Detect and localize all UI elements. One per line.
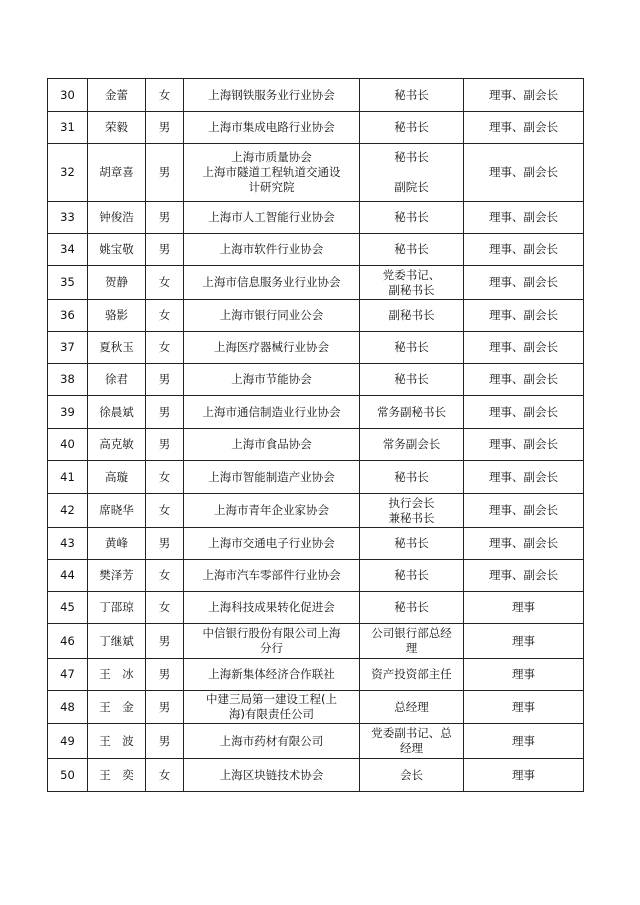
cell-position: 党委书记、 副秘书长 <box>360 266 464 300</box>
cell-gender: 女 <box>146 494 184 528</box>
cell-gender: 女 <box>146 79 184 112</box>
cell-number: 43 <box>48 528 88 560</box>
table-row <box>48 759 584 792</box>
cell-role: 理事、副会长 <box>464 494 584 528</box>
cell-name: 胡章喜 <box>88 144 146 202</box>
cell-name: 荣毅 <box>88 112 146 144</box>
cell-role: 理事、副会长 <box>464 461 584 494</box>
cell-number: 35 <box>48 266 88 300</box>
cell-number: 48 <box>48 691 88 724</box>
cell-number: 32 <box>48 144 88 202</box>
cell-organization: 上海市人工智能行业协会 <box>184 202 360 234</box>
cell-position: 公司银行部总经 理 <box>360 624 464 659</box>
cell-name: 高璇 <box>88 461 146 494</box>
cell-name: 徐君 <box>88 364 146 396</box>
table-row <box>48 724 584 759</box>
cell-role: 理事 <box>464 592 584 624</box>
cell-name: 贺静 <box>88 266 146 300</box>
cell-position: 秘书长 <box>360 560 464 592</box>
cell-organization: 上海市通信制造业行业协会 <box>184 396 360 429</box>
cell-role: 理事、副会长 <box>464 112 584 144</box>
cell-role: 理事、副会长 <box>464 429 584 461</box>
cell-position: 执行会长 兼秘书长 <box>360 494 464 528</box>
cell-organization: 上海新集体经济合作联社 <box>184 659 360 691</box>
cell-number: 45 <box>48 592 88 624</box>
member-table-body <box>48 79 584 792</box>
cell-number: 41 <box>48 461 88 494</box>
table-row <box>48 461 584 494</box>
cell-gender: 男 <box>146 234 184 266</box>
member-table <box>47 78 584 792</box>
cell-name: 王 波 <box>88 724 146 759</box>
cell-gender: 女 <box>146 461 184 494</box>
cell-position: 会长 <box>360 759 464 792</box>
cell-organization: 上海市药材有限公司 <box>184 724 360 759</box>
cell-gender: 男 <box>146 659 184 691</box>
cell-role: 理事、副会长 <box>464 202 584 234</box>
cell-gender: 男 <box>146 528 184 560</box>
cell-number: 42 <box>48 494 88 528</box>
cell-name: 姚宝敬 <box>88 234 146 266</box>
cell-position: 秘书长 <box>360 202 464 234</box>
cell-position: 秘书长 副院长 <box>360 144 464 202</box>
cell-gender: 男 <box>146 144 184 202</box>
cell-position: 秘书长 <box>360 528 464 560</box>
table-row <box>48 691 584 724</box>
cell-organization: 上海区块链技术协会 <box>184 759 360 792</box>
cell-role: 理事、副会长 <box>464 300 584 332</box>
cell-role: 理事、副会长 <box>464 144 584 202</box>
cell-role: 理事、副会长 <box>464 234 584 266</box>
cell-gender: 男 <box>146 396 184 429</box>
cell-role: 理事、副会长 <box>464 332 584 364</box>
cell-organization: 上海钢铁服务业行业协会 <box>184 79 360 112</box>
cell-number: 31 <box>48 112 88 144</box>
cell-organization: 中建三局第一建设工程(上 海)有限责任公司 <box>184 691 360 724</box>
cell-position: 总经理 <box>360 691 464 724</box>
cell-role: 理事 <box>464 624 584 659</box>
cell-name: 骆影 <box>88 300 146 332</box>
cell-gender: 女 <box>146 759 184 792</box>
cell-name: 夏秋玉 <box>88 332 146 364</box>
table-row <box>48 300 584 332</box>
cell-organization: 上海市质量协会 上海市隧道工程轨道交通设 计研究院 <box>184 144 360 202</box>
cell-position: 资产投资部主任 <box>360 659 464 691</box>
table-row <box>48 266 584 300</box>
cell-role: 理事、副会长 <box>464 528 584 560</box>
cell-gender: 男 <box>146 112 184 144</box>
table-row <box>48 624 584 659</box>
cell-position: 秘书长 <box>360 112 464 144</box>
table-row <box>48 79 584 112</box>
cell-gender: 男 <box>146 364 184 396</box>
cell-position: 副秘书长 <box>360 300 464 332</box>
cell-organization: 上海科技成果转化促进会 <box>184 592 360 624</box>
cell-number: 39 <box>48 396 88 429</box>
table-row <box>48 494 584 528</box>
cell-organization: 上海市交通电子行业协会 <box>184 528 360 560</box>
cell-name: 丁邵琼 <box>88 592 146 624</box>
table-row <box>48 659 584 691</box>
cell-organization: 上海医疗器械行业协会 <box>184 332 360 364</box>
table-row <box>48 332 584 364</box>
cell-role: 理事、副会长 <box>464 396 584 429</box>
cell-role: 理事、副会长 <box>464 364 584 396</box>
cell-position: 秘书长 <box>360 592 464 624</box>
cell-name: 徐晨斌 <box>88 396 146 429</box>
cell-number: 37 <box>48 332 88 364</box>
cell-number: 34 <box>48 234 88 266</box>
cell-name: 高克敏 <box>88 429 146 461</box>
cell-number: 47 <box>48 659 88 691</box>
cell-number: 44 <box>48 560 88 592</box>
cell-organization: 上海市汽车零部件行业协会 <box>184 560 360 592</box>
cell-name: 席晓华 <box>88 494 146 528</box>
cell-position: 常务副秘书长 <box>360 396 464 429</box>
cell-organization: 上海市食品协会 <box>184 429 360 461</box>
cell-gender: 女 <box>146 266 184 300</box>
cell-name: 樊泽芳 <box>88 560 146 592</box>
cell-organization: 上海市银行同业公会 <box>184 300 360 332</box>
cell-name: 王 冰 <box>88 659 146 691</box>
cell-name: 金蕾 <box>88 79 146 112</box>
cell-gender: 男 <box>146 624 184 659</box>
cell-position: 常务副会长 <box>360 429 464 461</box>
cell-organization: 上海市节能协会 <box>184 364 360 396</box>
cell-number: 30 <box>48 79 88 112</box>
cell-role: 理事、副会长 <box>464 79 584 112</box>
cell-position: 秘书长 <box>360 79 464 112</box>
cell-number: 49 <box>48 724 88 759</box>
cell-gender: 女 <box>146 592 184 624</box>
cell-gender: 女 <box>146 560 184 592</box>
cell-organization: 上海市智能制造产业协会 <box>184 461 360 494</box>
cell-name: 黄峰 <box>88 528 146 560</box>
table-row <box>48 528 584 560</box>
cell-organization: 中信银行股份有限公司上海 分行 <box>184 624 360 659</box>
table-row <box>48 112 584 144</box>
table-row <box>48 592 584 624</box>
table-row <box>48 364 584 396</box>
cell-role: 理事 <box>464 691 584 724</box>
cell-position: 秘书长 <box>360 234 464 266</box>
cell-position: 秘书长 <box>360 364 464 396</box>
cell-role: 理事、副会长 <box>464 560 584 592</box>
cell-number: 33 <box>48 202 88 234</box>
cell-organization: 上海市集成电路行业协会 <box>184 112 360 144</box>
cell-name: 钟俊浩 <box>88 202 146 234</box>
cell-position: 秘书长 <box>360 461 464 494</box>
cell-name: 王 奕 <box>88 759 146 792</box>
cell-gender: 男 <box>146 691 184 724</box>
cell-number: 50 <box>48 759 88 792</box>
cell-position: 党委副书记、总 经理 <box>360 724 464 759</box>
table-row <box>48 429 584 461</box>
cell-role: 理事、副会长 <box>464 266 584 300</box>
cell-number: 36 <box>48 300 88 332</box>
table-row <box>48 234 584 266</box>
table-row <box>48 560 584 592</box>
cell-number: 38 <box>48 364 88 396</box>
cell-role: 理事 <box>464 659 584 691</box>
cell-number: 46 <box>48 624 88 659</box>
cell-gender: 男 <box>146 429 184 461</box>
cell-number: 40 <box>48 429 88 461</box>
cell-gender: 男 <box>146 202 184 234</box>
cell-gender: 男 <box>146 724 184 759</box>
cell-organization: 上海市青年企业家协会 <box>184 494 360 528</box>
table-row <box>48 202 584 234</box>
cell-name: 王 金 <box>88 691 146 724</box>
cell-organization: 上海市信息服务业行业协会 <box>184 266 360 300</box>
cell-gender: 女 <box>146 332 184 364</box>
cell-position: 秘书长 <box>360 332 464 364</box>
table-row <box>48 144 584 202</box>
cell-role: 理事 <box>464 759 584 792</box>
table-row <box>48 396 584 429</box>
cell-gender: 女 <box>146 300 184 332</box>
cell-organization: 上海市软件行业协会 <box>184 234 360 266</box>
cell-name: 丁继斌 <box>88 624 146 659</box>
cell-role: 理事 <box>464 724 584 759</box>
